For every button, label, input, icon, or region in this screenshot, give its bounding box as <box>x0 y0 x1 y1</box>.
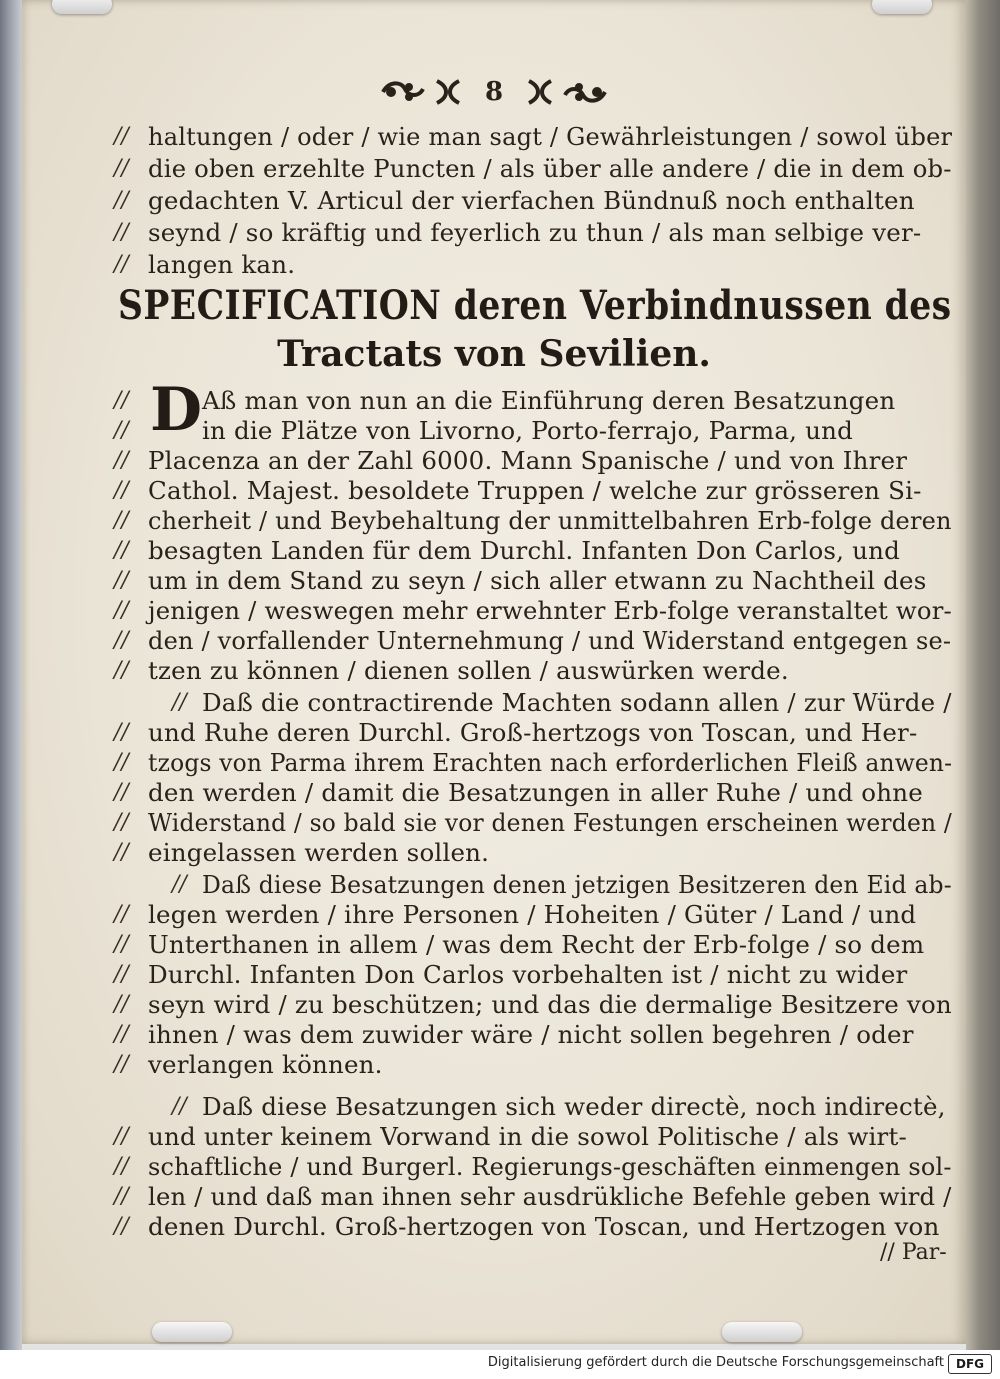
text-line: die oben erzehlte Puncten / als über alle andere / die in dem ob- <box>148 154 952 183</box>
text-line: verlangen können. <box>148 1050 383 1079</box>
page-number: 8 <box>484 77 504 107</box>
margin-mark: // <box>172 1094 187 1119</box>
margin-mark: // <box>880 1240 895 1265</box>
text-line: besagten Landen für dem Durchl. Infanten Don Carlos, und <box>148 536 900 565</box>
margin-mark: // <box>114 220 129 245</box>
text-line: Daß diese Besatzungen denen jetzigen Besitzeren den Eid ab- <box>202 870 952 899</box>
catchword <box>880 1240 947 1265</box>
text-line: den werden / damit die Besatzungen in aller Ruhe / und ohne <box>148 778 923 807</box>
text-line: seynd / so kräftig und feyerlich zu thun / als man selbige ver- <box>148 218 922 247</box>
margin-mark: // <box>114 780 129 805</box>
margin-mark: // <box>172 690 187 715</box>
margin-mark: // <box>172 872 187 897</box>
section-title: SPECIFICATION deren Verbindnussen des <box>118 282 952 329</box>
margin-mark: // <box>114 188 129 213</box>
margin-mark: // <box>114 156 129 181</box>
margin-mark: // <box>114 840 129 865</box>
catchword-text: Par- <box>901 1240 947 1265</box>
margin-mark: // <box>114 568 129 593</box>
margin-mark: // <box>114 902 129 927</box>
scan-left-edge <box>0 0 22 1379</box>
book-page <box>22 0 966 1344</box>
text-line: in die Plätze von Livorno, Porto-ferrajo, Parma, und <box>202 416 853 445</box>
margin-mark: // <box>114 810 129 835</box>
digitization-footer <box>0 1350 1000 1379</box>
text-line: Durchl. Infanten Don Carlos vorbehalten ist / nicht zu wider <box>148 960 908 989</box>
margin-mark: // <box>114 1214 129 1239</box>
text-line: tzen zu können / dienen sollen / auswürken werde. <box>148 656 789 685</box>
text-line: haltungen / oder / wie man sagt / Gewährleistungen / sowol über <box>148 122 953 151</box>
text-line: Widerstand / so bald sie vor denen Festungen erscheinen werden / <box>148 808 952 837</box>
text-line: seyn wird / zu beschützen; und das die dermalige Besitzere von <box>148 990 952 1019</box>
text-line: cherheit / und Beybehaltung der unmittelbahren Erb-folge deren <box>148 506 952 535</box>
text-line: Aß man von nun an die Einführung deren Besatzungen <box>202 386 896 415</box>
text-line: denen Durchl. Groß-hertzogen von Toscan, und Hertzogen von <box>148 1212 940 1241</box>
ornament-left-icon <box>379 77 469 107</box>
ornament-right-icon <box>519 77 609 107</box>
margin-mark: // <box>114 478 129 503</box>
text-line: Cathol. Majest. besoldete Truppen / welche zur grösseren Si- <box>148 476 922 505</box>
margin-mark: // <box>114 992 129 1017</box>
margin-mark: // <box>114 508 129 533</box>
text-line: Placenza an der Zahl 6000. Mann Spanische / und von Ihrer <box>148 446 908 475</box>
text-line: Daß diese Besatzungen sich weder directè, noch indirectè, <box>202 1092 946 1121</box>
margin-mark: // <box>114 538 129 563</box>
page-clip <box>872 0 932 14</box>
drop-cap: D <box>150 375 203 445</box>
margin-mark: // <box>114 124 129 149</box>
page-clip <box>722 1322 802 1342</box>
text-line: tzogs von Parma ihrem Erachten nach erforderlichen Fleiß anwen- <box>148 748 953 777</box>
text-line: len / und daß man ihnen sehr ausdrükliche Befehle geben wird / <box>148 1182 952 1211</box>
text-line: den / vorfallender Unternehmung / und Widerstand entgegen se- <box>148 626 952 655</box>
text-line: langen kan. <box>148 250 296 279</box>
margin-mark: // <box>114 1154 129 1179</box>
dfg-logo-icon: DFG <box>948 1354 992 1374</box>
text-line: und Ruhe deren Durchl. Groß-hertzogs von Toscan, und Her- <box>148 718 918 747</box>
margin-mark: // <box>114 1124 129 1149</box>
footer-credit: Digitalisierung gefördert durch die Deutsche Forschungsgemeinschaft <box>487 1355 944 1370</box>
page-clip <box>152 1322 232 1342</box>
margin-mark: // <box>114 598 129 623</box>
page-clip <box>52 0 112 14</box>
margin-mark: // <box>114 962 129 987</box>
margin-mark: // <box>114 448 129 473</box>
margin-mark: // <box>114 932 129 957</box>
text-line: Unterthanen in allem / was dem Recht der Erb-folge / so dem <box>148 930 925 959</box>
margin-mark: // <box>114 1052 129 1077</box>
margin-mark: // <box>114 720 129 745</box>
page-header <box>92 72 896 112</box>
text-line: jenigen / weswegen mehr erwehnter Erb-folge veranstaltet wor- <box>148 596 952 625</box>
margin-mark: // <box>114 418 129 443</box>
text-line: um in dem Stand zu seyn / sich aller etwann zu Nachtheil des <box>148 566 927 595</box>
margin-mark: // <box>114 252 129 277</box>
section-subtitle: Tractats von Sevilien. <box>277 333 711 375</box>
margin-mark: // <box>114 750 129 775</box>
scan-right-edge <box>966 0 1000 1379</box>
text-line: legen werden / ihre Personen / Hoheiten / Güter / Land / und <box>148 900 917 929</box>
margin-mark: // <box>114 388 129 413</box>
text-line: eingelassen werden sollen. <box>148 838 490 867</box>
text-line: ihnen / was dem zuwider wäre / nicht sollen begehren / oder <box>148 1020 914 1049</box>
text-line: gedachten V. Articul der vierfachen Bündnuß noch enthalten <box>148 186 915 215</box>
text-line: schaftliche / und Burgerl. Regierungs-geschäften einmengen sol- <box>148 1152 952 1181</box>
text-line: Daß die contractirende Machten sodann allen / zur Würde / <box>202 688 952 717</box>
margin-mark: // <box>114 658 129 683</box>
margin-mark: // <box>114 1184 129 1209</box>
text-line: und unter keinem Vorwand in die sowol Politische / als wirt- <box>148 1122 907 1151</box>
margin-mark: // <box>114 628 129 653</box>
margin-mark: // <box>114 1022 129 1047</box>
